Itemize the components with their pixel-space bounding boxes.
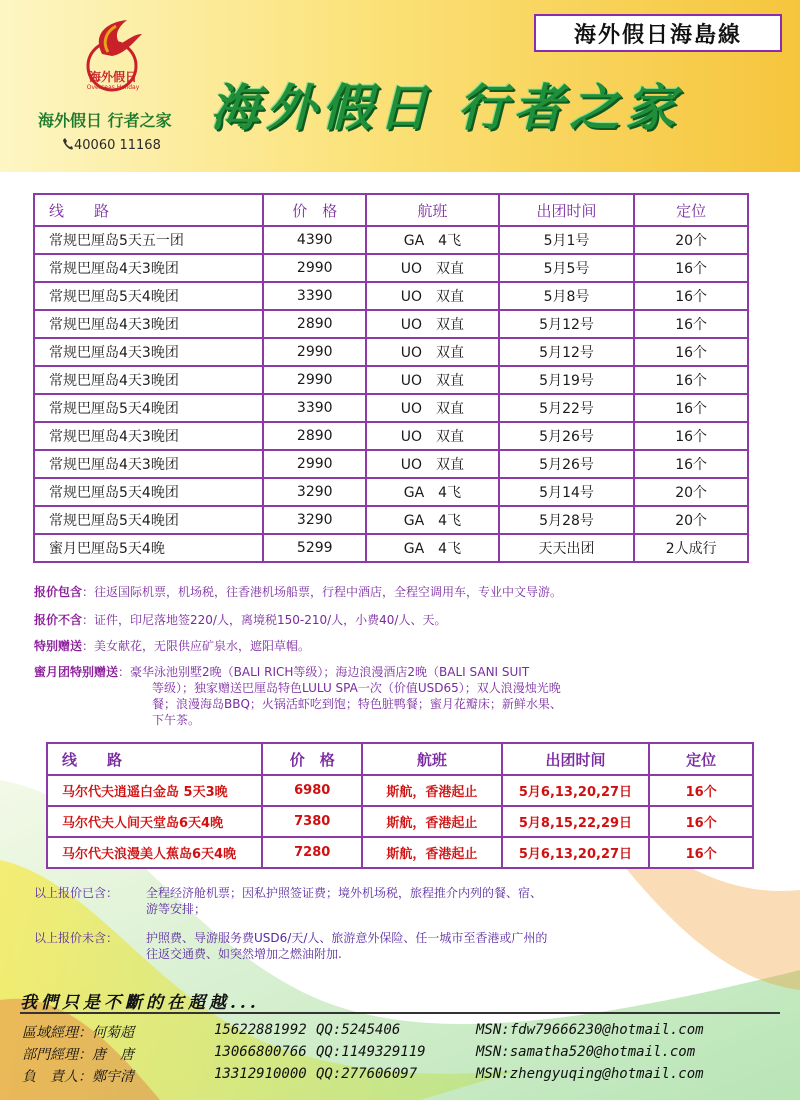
series-tag: 海外假日海島線	[534, 14, 782, 52]
table-cell: 3290	[263, 506, 366, 534]
table-cell: 常规巴厘岛5天4晚团	[34, 282, 263, 310]
honeymoon-gift-text-3: 餐；浪漫海岛BBQ；火锅活虾吃到饱；特色脏鸭餐；蜜月花瓣床；新鲜水果、	[152, 697, 562, 711]
table-cell: 5月26号	[499, 422, 635, 450]
table-cell: 16个	[634, 282, 748, 310]
maldives-header-row	[47, 743, 753, 775]
honeymoon-gift	[34, 664, 529, 680]
table-cell: 5月6,13,20,27日	[502, 837, 650, 868]
table-cell: 16个	[634, 394, 748, 422]
table-cell: 2990	[263, 338, 366, 366]
table-cell: 6980	[262, 775, 362, 806]
table-cell: 常规巴厘岛4天3晚团	[34, 450, 263, 478]
table-row	[47, 806, 753, 837]
contact-qq: QQ:1149329119	[316, 1044, 426, 1060]
bali-column-header: 出团时间	[499, 194, 635, 226]
table-cell: 蜜月巴厘岛5天4晚	[34, 534, 263, 562]
table-cell: 常规巴厘岛4天3晚团	[34, 310, 263, 338]
table-cell: 马尔代夫人间天堂岛6天4晚	[47, 806, 262, 837]
contact-qq: QQ:5245406	[316, 1022, 401, 1038]
table-cell: 3390	[263, 394, 366, 422]
honeymoon-gift-text-4: 下午茶。	[152, 713, 201, 727]
table-row	[34, 254, 748, 282]
contact-msn: MSN:zhengyuqing@hotmail.com	[476, 1066, 704, 1082]
table-cell: UO 双直	[366, 254, 499, 282]
price-includes-label: 报价包含	[34, 585, 83, 599]
table-cell: 16个	[649, 837, 753, 868]
contact-role: 負 責人：鄭宇清	[22, 1069, 134, 1085]
included-text-2: 游等安排；	[146, 902, 207, 916]
table-cell: 5299	[263, 534, 366, 562]
contact-msn: MSN:fdw79666230@hotmail.com	[476, 1022, 704, 1038]
table-cell: 斯航，香港起止	[362, 806, 502, 837]
maldives-column-header: 航班	[362, 743, 502, 775]
table-cell: UO 双直	[366, 422, 499, 450]
table-cell: 5月8,15,22,29日	[502, 806, 650, 837]
hotline-phone: 40060 11168	[74, 138, 161, 153]
bali-price-table	[33, 193, 749, 563]
table-cell: GA 4飞	[366, 226, 499, 254]
logo-text: 海外假日	[88, 70, 137, 84]
logo	[28, 6, 203, 156]
special-gift	[34, 638, 310, 654]
table-cell: 16个	[634, 366, 748, 394]
price-includes	[34, 584, 562, 600]
table-cell: 2890	[263, 310, 366, 338]
maldives-column-header: 价 格	[262, 743, 362, 775]
table-cell: GA 4飞	[366, 478, 499, 506]
table-cell: 5月6,13,20,27日	[502, 775, 650, 806]
table-row	[47, 775, 753, 806]
table-row	[34, 366, 748, 394]
table-row	[34, 478, 748, 506]
table-cell: 7380	[262, 806, 362, 837]
table-cell: 2990	[263, 450, 366, 478]
table-cell: 5月19号	[499, 366, 635, 394]
table-cell: 5月14号	[499, 478, 635, 506]
table-cell: GA 4飞	[366, 534, 499, 562]
table-cell: 5月12号	[499, 310, 635, 338]
table-cell: 2人成行	[634, 534, 748, 562]
table-cell: 常规巴厘岛4天3晚团	[34, 422, 263, 450]
table-cell: 常规巴厘岛5天4晚团	[34, 394, 263, 422]
table-row	[47, 837, 753, 868]
excluded-text-2: 往返交通费、如突然增加之燃油附加.	[146, 947, 342, 961]
bali-header-row	[34, 194, 748, 226]
table-cell: GA 4飞	[366, 506, 499, 534]
table-cell: 5月5号	[499, 254, 635, 282]
table-cell: UO 双直	[366, 450, 499, 478]
price-excludes-label: 报价不含	[34, 613, 83, 627]
table-cell: 5月22号	[499, 394, 635, 422]
table-cell: 3390	[263, 282, 366, 310]
table-row	[34, 506, 748, 534]
table-cell: 天天出团	[499, 534, 635, 562]
table-cell: 20个	[634, 506, 748, 534]
special-gift-label: 特别赠送	[34, 639, 83, 653]
table-cell: 常规巴厘岛4天3晚团	[34, 254, 263, 282]
table-cell: 5月26号	[499, 450, 635, 478]
table-cell: UO 双直	[366, 282, 499, 310]
table-cell: 2990	[263, 366, 366, 394]
table-cell: UO 双直	[366, 310, 499, 338]
excluded-text-1: 护照费、导游服务费USD6/天/人、旅游意外保险、任一城市至香港或广州的	[146, 931, 548, 945]
table-cell: 16个	[634, 450, 748, 478]
bali-column-header: 定位	[634, 194, 748, 226]
honeymoon-gift-text-2: 等级）；独家赠送巴厘岛特色LULU SPA一次（价值USD65）；双人浪漫烛光晚	[152, 681, 561, 695]
table-cell: 16个	[634, 254, 748, 282]
table-cell: 马尔代夫逍遥白金岛 5天3晚	[47, 775, 262, 806]
footer-divider	[20, 1012, 780, 1014]
table-cell: 7280	[262, 837, 362, 868]
price-excludes-text: ：证件，印尼落地签220/人，离境税150-210/人，小费40/人、天。	[82, 613, 447, 627]
table-cell: 斯航，香港起止	[362, 775, 502, 806]
special-gift-text: ：美女献花，无限供应矿泉水，遮阳草帽。	[82, 639, 311, 653]
table-cell: 5月1号	[499, 226, 635, 254]
honeymoon-gift-label: 蜜月团特别赠送	[34, 665, 119, 679]
table-cell: 5月8号	[499, 282, 635, 310]
motto: 我們只是不斷的在超越...	[20, 993, 260, 1013]
bali-column-header: 价 格	[263, 194, 366, 226]
excluded-label: 以上报价未含：	[34, 931, 119, 945]
table-row	[34, 338, 748, 366]
contact-msn: MSN:samatha520@hotmail.com	[476, 1044, 696, 1060]
table-cell: 常规巴厘岛5天4晚团	[34, 478, 263, 506]
bali-column-header: 线 路	[34, 194, 263, 226]
price-includes-text: ：往返国际机票，机场税，往香港机场船票，行程中酒店，全程空调用车，专业中文导游。	[82, 585, 563, 599]
table-cell: 常规巴厘岛4天3晚团	[34, 338, 263, 366]
table-cell: 5月12号	[499, 338, 635, 366]
contact-phone: 15622881992	[214, 1022, 307, 1038]
price-excludes	[34, 612, 446, 628]
header	[0, 0, 800, 172]
table-row	[34, 534, 748, 562]
table-row	[34, 282, 748, 310]
contact-qq: QQ:277606097	[316, 1066, 418, 1082]
contact-phone: 13066800766	[214, 1044, 307, 1060]
maldives-column-header: 出团时间	[502, 743, 650, 775]
honeymoon-gift-text-1: ：豪华泳池别墅2晚（BALI RICH等级）；海边浪漫酒店2晚（BALI SANI SUIT	[118, 665, 530, 679]
table-cell: 2990	[263, 254, 366, 282]
contact-role: 部門經理：唐 唐	[22, 1047, 134, 1063]
table-cell: 常规巴厘岛4天3晚团	[34, 366, 263, 394]
table-cell: UO 双直	[366, 338, 499, 366]
table-cell: 20个	[634, 226, 748, 254]
maldives-column-header: 线 路	[47, 743, 262, 775]
table-cell: 常规巴厘岛5天4晚团	[34, 506, 263, 534]
contact-phone: 13312910000	[214, 1066, 307, 1082]
logo-slogan: 海外假日 行者之家	[38, 111, 172, 130]
table-row	[34, 394, 748, 422]
table-cell: UO 双直	[366, 394, 499, 422]
table-cell: 16个	[634, 310, 748, 338]
phone-icon	[62, 137, 74, 151]
table-row	[34, 226, 748, 254]
table-row	[34, 310, 748, 338]
bali-column-header: 航班	[366, 194, 499, 226]
table-cell: 16个	[634, 422, 748, 450]
logo-subtext: Overseas Holiday	[86, 84, 140, 91]
contact-role: 區域經理：何菊超	[22, 1025, 134, 1041]
table-cell: 5月28号	[499, 506, 635, 534]
table-cell: 16个	[634, 338, 748, 366]
included-text-1: 全程经济舱机票；因私护照签证费；境外机场税，旅程推介内列的餐、宿、	[146, 886, 543, 900]
table-cell: 20个	[634, 478, 748, 506]
table-cell: 2890	[263, 422, 366, 450]
maldives-column-header: 定位	[649, 743, 753, 775]
table-cell: 斯航，香港起止	[362, 837, 502, 868]
maldives-price-table	[46, 742, 754, 869]
table-cell: 常规巴厘岛5天五一团	[34, 226, 263, 254]
table-row	[34, 422, 748, 450]
table-cell: 16个	[649, 806, 753, 837]
table-cell: 3290	[263, 478, 366, 506]
table-cell: 4390	[263, 226, 366, 254]
included-label: 以上报价已含：	[34, 886, 119, 900]
table-cell: UO 双直	[366, 366, 499, 394]
page-title: 海外假日 行者之家	[210, 79, 682, 137]
table-cell: 16个	[649, 775, 753, 806]
table-row	[34, 450, 748, 478]
table-cell: 马尔代夫浪漫美人蕉岛6天4晚	[47, 837, 262, 868]
